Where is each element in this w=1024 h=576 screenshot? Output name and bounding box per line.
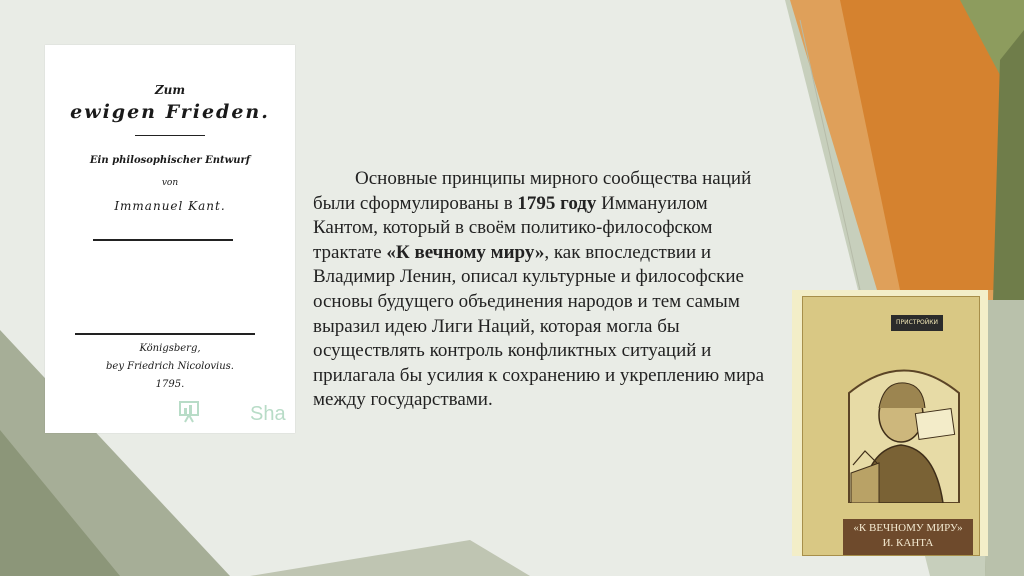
watermark-text: Sha [250,403,286,425]
title-page-city: Königsberg, [139,343,201,354]
title-page-rule [75,333,255,335]
title-page-von: von [161,178,179,188]
title-page-rule [93,239,233,241]
bottom-panel [250,540,530,576]
title-page-zum: Zum [154,83,186,97]
paragraph-treatise-title: «К вечному миру» [386,241,545,263]
paragraph-text: Иммануилом Кантом, который в своём политико-философском трактате [313,192,713,263]
kant-title-page-image [45,45,295,433]
kant-portrait-icon [839,353,969,503]
watermark-logo-icon [179,401,207,423]
title-page-title: ewigen Frieden. [70,101,270,123]
title-page-year: 1795. [155,379,185,390]
title-page-rule [135,135,205,136]
paragraph-text: Основные принципы мирного сообщества наций были сформулированы в [313,168,752,214]
paragraph-text: , как впоследствии и Владимир Ленин, описал культурные и философские основы будущего объединения народов и тем самым выразил идею Лиги Наций, которая могла бы осуществлять контроль конфликтных ситуаций и прилагала бы усилия к сохранению и укреплению мира между государствами. [313,241,765,411]
main-paragraph [313,167,765,413]
book-cover-panel [802,296,980,556]
book-caption-author: И. КАНТА [882,537,934,549]
title-page-publisher: bey Friedrich Nicolovius. [106,361,234,372]
book-caption [843,519,973,555]
book-cover-image [792,290,988,556]
book-caption-title: «К ВЕЧНОМУ МИРУ» [853,522,963,534]
paragraph-year: 1795 году [517,192,597,214]
book-series-label: ПРИСТРОЙКИ [891,315,943,331]
title-page-subtitle: Ein philosophischer Entwurf [89,155,251,166]
title-page-author: Immanuel Kant. [114,199,226,213]
